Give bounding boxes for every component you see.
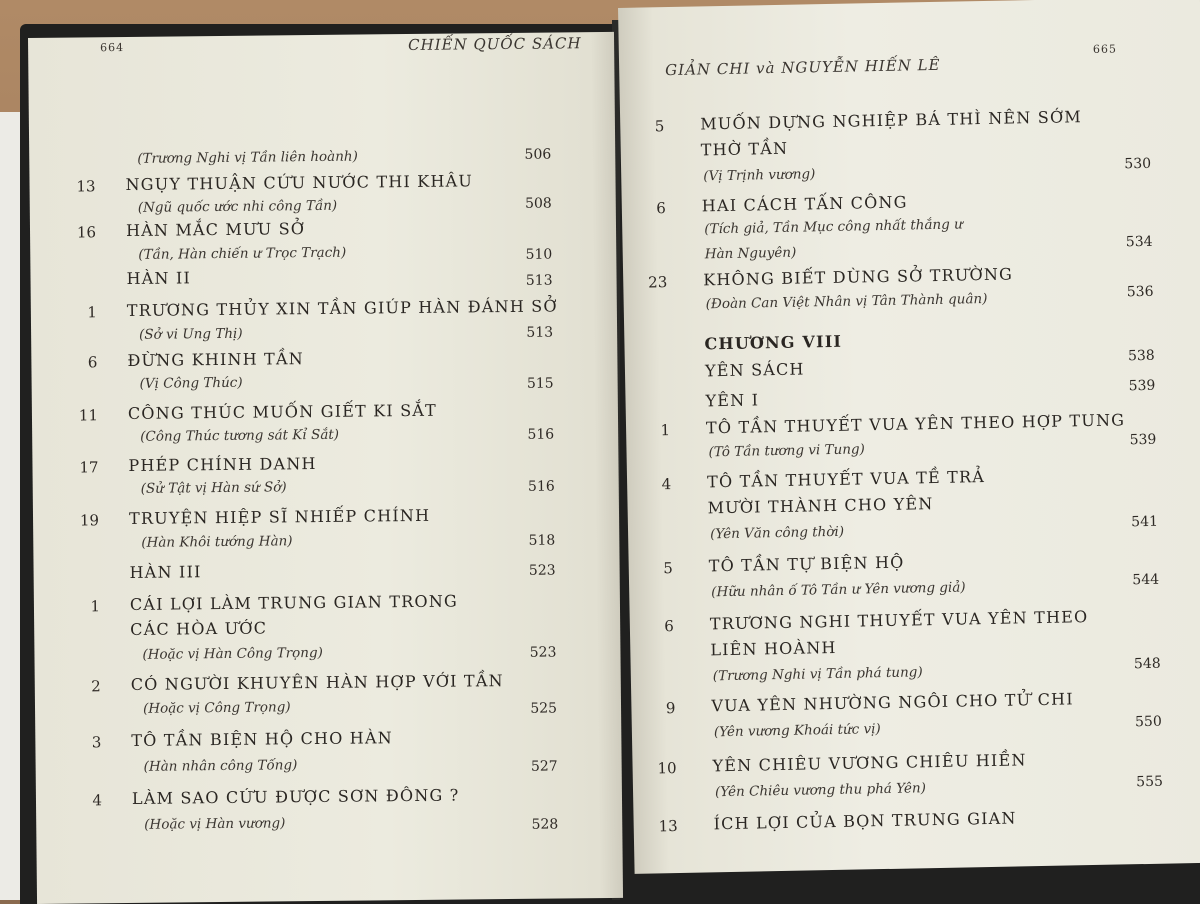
entry-number: 23 [648,273,668,292]
entry-title: LÀM SAO CỨU ĐƯỢC SƠN ĐÔNG ? [131,785,460,808]
entry-title: CÔNG THÚC MUỐN GIẾT KI SẮT [127,400,438,423]
entry-title: YÊN I [705,390,760,411]
chapter-heading: CHƯƠNG VIII [704,331,843,354]
entry-title: TÔ TẦN THUYẾT VUA TỀ TRẢ [706,467,986,492]
entry-number: 1 [660,421,671,440]
entry-page-number: 530 [1124,155,1152,173]
entry-page-number: 518 [528,532,556,549]
entry-page-number: 555 [1136,773,1164,791]
entry-number: 9 [665,699,676,718]
left-page [28,32,623,904]
entry-subtitle: (Hoặc vị Hàn Công Trọng) [142,644,323,663]
entry-title: KHÔNG BIẾT DÙNG SỞ TRƯỜNG [703,264,1014,290]
entry-number: 6 [87,353,98,372]
entry-number: 19 [79,511,100,530]
right-running-head: GIẢN CHI và NGUYỄN HIẾN LÊ [665,55,941,80]
entry-page-number: 513 [526,324,554,341]
entry-title: TRUYỆN HIỆP SĨ NHIẾP CHÍNH [128,505,431,528]
entry-title-continued: LIÊN HOÀNH [710,637,837,660]
entry-subtitle: (Yên vương Khoái tức vị) [713,721,881,741]
entry-title: VUA YÊN NHƯỜNG NGÔI CHO TỬ CHI [711,689,1074,716]
entry-page-number: 548 [1133,655,1161,673]
entry-number: 5 [663,559,673,578]
entry-number: 13 [658,817,678,836]
entry-subtitle: (Hoặc vị Công Trọng) [142,699,291,717]
entry-page-number: 538 [1127,347,1155,365]
entry-subtitle: (Trương Nghi vị Tần liên hoành) [137,148,358,167]
right-page [618,0,1200,874]
entry-title: MUỐN DỰNG NGHIỆP BÁ THÌ NÊN SỚM [700,107,1083,134]
entry-page-number: 527 [530,758,558,775]
entry-page-number: 513 [525,272,553,289]
entry-subtitle: (Đoàn Can Việt Nhân vị Tân Thành quân) [705,290,988,313]
entry-subtitle: (Hoặc vị Hàn vương) [144,815,286,833]
entry-number: 4 [92,791,103,810]
entry-subtitle: (Vị Công Thúc) [139,374,243,392]
entry-subtitle: (Sở vi Ung Thị) [139,325,243,343]
entry-number: 10 [657,759,677,778]
entry-number: 17 [79,458,99,477]
entry-subtitle: (Hữu nhân ố Tô Tần ư Yên vương giả) [711,579,966,601]
entry-title: PHÉP CHÍNH DANH [128,454,317,475]
entry-title-continued: CÁC HÒA ƯỚC [130,618,268,639]
entry-number: 1 [87,303,97,322]
left-running-head: CHIẾN QUỐC SÁCH [408,34,582,55]
left-page-number: 664 [100,40,125,55]
entry-subtitle: (Trương Nghi vị Tần phá tung) [712,664,923,685]
entry-title: YÊN CHIÊU VƯƠNG CHIÊU HIỀN [712,750,1027,776]
entry-page-number: 536 [1126,283,1154,301]
entry-subtitle: (Công Thúc tương sát Kỉ Sắt) [140,426,340,445]
entry-title: ĐỪNG KHINH TẦN [127,349,305,370]
entry-number: 6 [664,617,675,636]
entry-subtitle: (Sử Tật vị Hàn sứ Sở) [140,479,287,497]
entry-subtitle: (Hàn nhân công Tống) [143,757,298,775]
entry-title: TÔ TẦN THUYẾT VUA YÊN THEO HỢP TUNG [705,410,1126,438]
entry-number: 4 [661,475,672,494]
entry-title: NGỤY THUẬN CỨU NƯỚC THI KHÂU [125,171,474,194]
entry-page-number: 544 [1132,571,1160,589]
entry-title: TRƯƠNG THỦY XIN TẦN GIÚP HÀN ĐÁNH SỞ [126,296,558,320]
entry-number: 13 [76,177,96,196]
entry-title: HÀN II [126,268,192,288]
entry-number: 1 [90,597,101,616]
entry-page-number: 550 [1134,713,1162,731]
entry-number: 2 [91,677,101,696]
entry-page-number: 516 [527,478,555,495]
entry-subtitle: (Hàn Khôi tướng Hàn) [141,533,293,551]
entry-subtitle: (Ngũ quốc ước nhi công Tần) [137,197,338,216]
entry-title-continued: THỜ TẦN [700,138,789,160]
entry-page-number: 541 [1131,513,1159,531]
entry-number: 16 [76,223,97,242]
entry-page-number: 539 [1128,377,1156,395]
entry-page-number: 510 [525,246,553,263]
entry-subtitle: (Tần, Hàn chiến ư Trọc Trạch) [138,244,347,263]
entry-number: 6 [656,199,667,218]
entry-page-number: 525 [530,700,558,717]
entry-title-continued: MƯỜI THÀNH CHO YÊN [707,494,934,518]
entry-page-number: 508 [524,195,552,212]
entry-page-number: 539 [1129,431,1157,449]
entry-title: TRƯƠNG NGHI THUYẾT VUA YÊN THEO [709,607,1089,634]
right-page-number: 665 [1092,42,1118,56]
entry-number: 3 [91,733,102,752]
entry-subtitle: (Tô Tần tương vi Tung) [708,441,865,461]
entry-page-number: 534 [1125,233,1153,251]
entry-title: TÔ TẦN BIỆN HỘ CHO HÀN [131,728,393,750]
entry-subtitle: (Vị Trịnh vương) [703,166,816,185]
entry-number: 11 [78,406,99,425]
entry-page-number: 506 [524,146,552,163]
entry-subtitle: (Tích giả, Tần Mục công nhất thắng ư [704,216,963,238]
entry-title: TÔ TẦN TỰ BIỆN HỘ [708,552,905,576]
entry-title: CÓ NGƯỜI KHUYÊN HÀN HỢP VỚI TẦN [130,671,504,694]
entry-title: HÀN MẮC MƯU SỞ [125,219,306,240]
entry-subtitle: (Yên Chiêu vương thu phá Yên) [714,780,927,801]
entry-title: CÁI LỢI LÀM TRUNG GIAN TRONG [129,591,459,614]
entry-page-number: 523 [529,644,557,661]
entry-title: YÊN SÁCH [704,359,805,381]
entry-title: HAI CÁCH TẤN CÔNG [701,192,908,216]
entry-page-number: 515 [526,375,554,392]
entry-page-number: 528 [531,816,559,833]
entry-page-number: 516 [527,426,555,443]
entry-title: HÀN III [129,562,202,582]
entry-page-number: 523 [528,562,556,579]
entry-subtitle: (Yên Văn công thời) [709,523,845,543]
entry-title: ÍCH LỢI CỦA BỌN TRUNG GIAN [713,808,1017,834]
entry-number: 5 [654,117,665,136]
entry-subtitle-continued: Hàn Nguyên) [704,244,797,263]
